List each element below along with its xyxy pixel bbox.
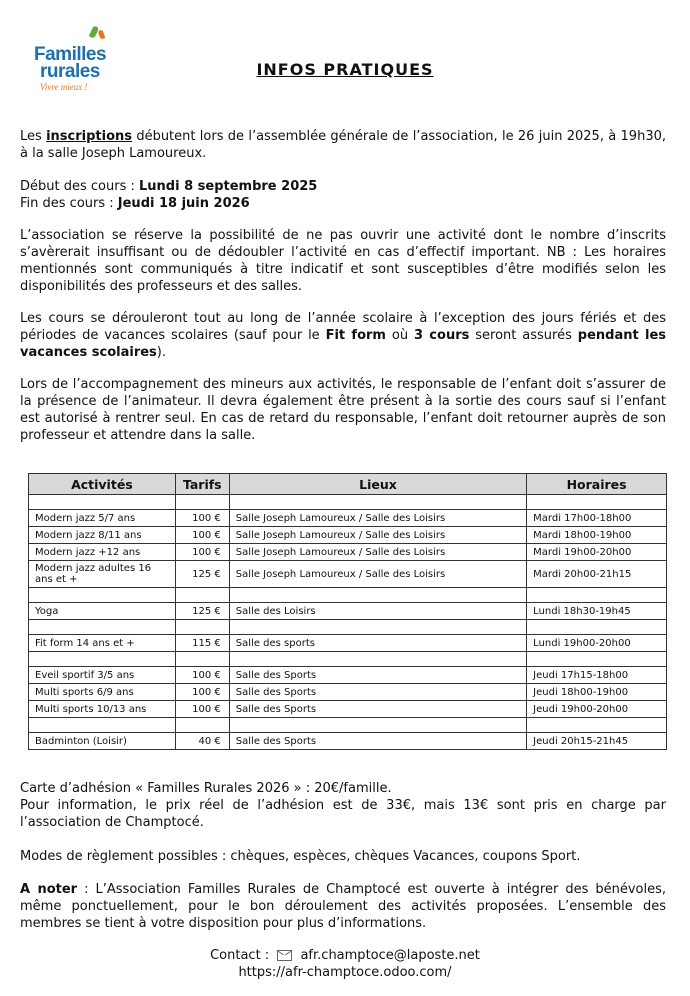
fin-cours: Fin des cours : Jeudi 18 juin 2026 [20, 196, 250, 211]
adhesion-line2: Pour information, le prix réel de l’adhésion est de 33€, mais 13€ sont pris en charge par l’association de Champtocé. [20, 798, 666, 830]
table-row [29, 733, 667, 750]
table-row [29, 684, 667, 701]
header-horaires: Horaires [527, 474, 667, 495]
vacances-paragraph: Les cours se dérouleront tout au long de l’année scolaire à l’exception des jours fériés et des périodes de vacances scolaires (sauf pour le Fit form où 3 cours seront assurés pendant les vacances scolaires). [20, 311, 666, 360]
cell-lieu: Salle des Sports [229, 733, 526, 750]
cell-horaire [527, 495, 667, 510]
cell-lieu: Salle des sports [229, 635, 526, 652]
adhesion-line1: Carte d’adhésion « Familles Rurales 2026 » : 20€/famille. [20, 781, 392, 796]
mineurs-paragraph: Lors de l’accompagnement des mineurs aux activités, le responsable de l’enfant doit s’assurer de la présence de l’animateur. Il devra également être présent à la sortie des cours sauf si l’enfant est autorisé à rentrer seul. En cas de retard du responsable, l’enfant doit retourner auprès de son professeur et attendre dans la salle. [20, 377, 666, 443]
table-row [29, 510, 667, 527]
header-activites: Activités [29, 474, 176, 495]
table-row [29, 667, 667, 684]
cell-activite [29, 495, 176, 510]
cell-lieu: Salle des Sports [229, 701, 526, 718]
dates-block [20, 178, 666, 212]
table-row [29, 603, 667, 620]
contact-block [0, 947, 690, 981]
cell-tarif: 100 € [175, 527, 229, 544]
header-lieux: Lieux [229, 474, 526, 495]
cell-lieu [229, 620, 526, 635]
cell-tarif: 125 € [175, 603, 229, 620]
cell-tarif: 40 € [175, 733, 229, 750]
cell-tarif: 115 € [175, 635, 229, 652]
table-row [29, 635, 667, 652]
cell-lieu: Salle Joseph Lamoureux / Salle des Loisirs [229, 561, 526, 588]
cell-tarif [175, 588, 229, 603]
cell-tarif: 100 € [175, 667, 229, 684]
cell-activite: Modern jazz 5/7 ans [29, 510, 176, 527]
cell-horaire [527, 718, 667, 733]
cell-activite [29, 652, 176, 667]
header-tarifs: Tarifs [175, 474, 229, 495]
cell-activite: Eveil sportif 3/5 ans [29, 667, 176, 684]
logo-line1: Familles [34, 44, 107, 65]
inscriptions-paragraph: Les inscriptions débutent lors de l’assemblée générale de l’association, le 26 juin 2025, à 19h30, à la salle Joseph Lamoureux. [20, 129, 666, 161]
cell-activite: Fit form 14 ans et + [29, 635, 176, 652]
cell-horaire: Mardi 19h00-20h00 [527, 544, 667, 561]
cell-tarif [175, 620, 229, 635]
note-paragraph: A noter : L’Association Familles Rurales de Champtocé est ouverte à intégrer des bénévoles, même ponctuellement, pour le bon déroulement des activités proposées. L’ensemble des membres se tient à votre disposition pour plus d’informations. [20, 882, 667, 931]
cell-horaire [527, 588, 667, 603]
familles-rurales-logo [30, 22, 110, 94]
table-row [29, 588, 667, 603]
contact-email[interactable]: afr.champtoce@laposte.net [300, 948, 480, 963]
cell-activite [29, 718, 176, 733]
cell-lieu: Salle des Sports [229, 667, 526, 684]
logo-tagline: Vivre mieux ! [40, 82, 88, 92]
reserve-paragraph: L’association se réserve la possibilité de ne pas ouvrir une activité dont le nombre d’inscrits s’avèrerait insuffisant ou de dédoubler l’activité en cas d’effectif important. NB : Les horaires mentionnés sont communiqués à titre indicatif et sont susceptibles d’être modifiés selon les disponibilités des professeurs et des salles. [20, 228, 666, 294]
cell-lieu: Salle Joseph Lamoureux / Salle des Loisirs [229, 510, 526, 527]
cell-lieu: Salle des Loisirs [229, 603, 526, 620]
cell-activite: Modern jazz adultes 16 ans et + [29, 561, 176, 588]
cell-lieu [229, 652, 526, 667]
table-row [29, 701, 667, 718]
page-title: INFOS PRATIQUES [256, 60, 434, 79]
cell-tarif: 100 € [175, 684, 229, 701]
cell-tarif: 100 € [175, 701, 229, 718]
cell-horaire: Lundi 19h00-20h00 [527, 635, 667, 652]
table-row [29, 561, 667, 588]
table-header-row [29, 474, 667, 495]
envelope-icon [277, 950, 292, 961]
cell-lieu [229, 588, 526, 603]
cell-activite: Multi sports 10/13 ans [29, 701, 176, 718]
cell-activite: Modern jazz 8/11 ans [29, 527, 176, 544]
note-label: A noter [20, 882, 78, 897]
cell-tarif [175, 718, 229, 733]
cell-activite: Multi sports 6/9 ans [29, 684, 176, 701]
cell-activite [29, 620, 176, 635]
table-row [29, 527, 667, 544]
contact-url[interactable]: https://afr-champtoce.odoo.com/ [238, 965, 452, 980]
table-row [29, 718, 667, 733]
cell-lieu: Salle Joseph Lamoureux / Salle des Loisirs [229, 544, 526, 561]
cell-horaire: Mardi 20h00-21h15 [527, 561, 667, 588]
cell-horaire: Mardi 17h00-18h00 [527, 510, 667, 527]
cell-tarif [175, 652, 229, 667]
cell-tarif: 125 € [175, 561, 229, 588]
table-row [29, 652, 667, 667]
logo-line2: rurales [40, 61, 100, 82]
cell-activite: Modern jazz +12 ans [29, 544, 176, 561]
activities-table [28, 473, 667, 750]
cell-horaire [527, 620, 667, 635]
cell-horaire: Jeudi 18h00-19h00 [527, 684, 667, 701]
cell-activite: Badminton (Loisir) [29, 733, 176, 750]
cell-activite: Yoga [29, 603, 176, 620]
adhesion-block [20, 780, 666, 831]
table-row [29, 620, 667, 635]
contact-line: Contact : afr.champtoce@laposte.net [210, 948, 480, 963]
cell-lieu: Salle Joseph Lamoureux / Salle des Loisirs [229, 527, 526, 544]
logo-leaf-orange [98, 29, 106, 39]
cell-horaire: Lundi 18h30-19h45 [527, 603, 667, 620]
cell-horaire: Jeudi 17h15-18h00 [527, 667, 667, 684]
cell-tarif [175, 495, 229, 510]
cell-activite [29, 588, 176, 603]
cell-lieu [229, 718, 526, 733]
table-row [29, 495, 667, 510]
cell-tarif: 100 € [175, 544, 229, 561]
cell-tarif: 100 € [175, 510, 229, 527]
cell-lieu: Salle des Sports [229, 684, 526, 701]
inscriptions-link: inscriptions [46, 129, 133, 144]
cell-horaire: Jeudi 20h15-21h45 [527, 733, 667, 750]
cell-horaire: Mardi 18h00-19h00 [527, 527, 667, 544]
debut-cours: Début des cours : Lundi 8 septembre 2025 [20, 179, 318, 194]
cell-horaire [527, 652, 667, 667]
cell-horaire: Jeudi 19h00-20h00 [527, 701, 667, 718]
table-row [29, 544, 667, 561]
reglement-text: Modes de règlement possibles : chèques, espèces, chèques Vacances, coupons Sport. [20, 849, 581, 864]
cell-lieu [229, 495, 526, 510]
